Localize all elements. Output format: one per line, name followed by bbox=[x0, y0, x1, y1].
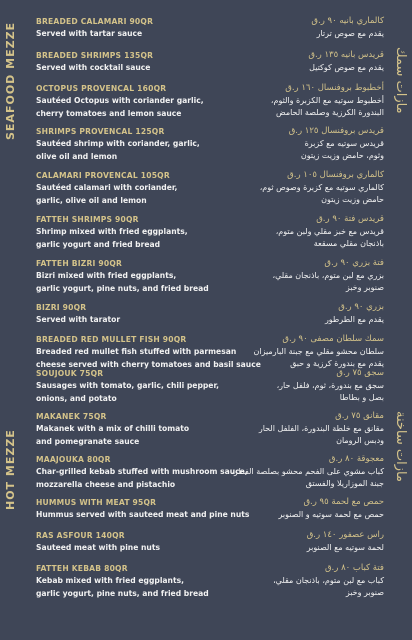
item-desc-en: Breaded red mullet fish stuffed with parmesan bbox=[36, 347, 237, 356]
item-desc-en: garlic, olive oil and lemon bbox=[36, 196, 147, 205]
item-desc-ar: وثوم، حامض وزيت زيتون bbox=[300, 151, 384, 160]
item-desc-ar: البندورة الكرزية وصلصة الحامض bbox=[276, 108, 384, 117]
item-name-en: FATTEH SHRIMPS 90QR bbox=[36, 215, 139, 224]
item-desc-ar: ودبس الرومان bbox=[336, 436, 384, 445]
item-desc-en: garlic yogurt and fried bread bbox=[36, 240, 161, 249]
item-desc-en: Shrimp mixed with fried eggplants, bbox=[36, 227, 188, 236]
section-title-en: SEAFOOD MEZZE bbox=[4, 21, 17, 140]
item-name-en: BREADED SHRIMPS 135QR bbox=[36, 51, 154, 60]
item-desc-en: Served with tarator bbox=[36, 315, 121, 324]
item-name-en: MAKANEK 75QR bbox=[36, 412, 107, 421]
item-name-en: FATTEH KEBAB 80QR bbox=[36, 564, 128, 573]
item-desc-en: Sausages with tomato, garlic, chili pepper, bbox=[36, 381, 219, 390]
item-name-ar: معجوقة ٨٠ ر.ق bbox=[328, 454, 384, 464]
item-name-en: SOUJOUK 75QR bbox=[36, 369, 104, 378]
item-desc-en: olive oil and lemon bbox=[36, 152, 118, 161]
item-desc-en: Sautéed calamari with coriander, bbox=[36, 183, 178, 192]
item-name-ar: كالماري بروفنسال ١٠٥ ر.ق bbox=[287, 170, 384, 180]
item-name-en: OCTOPUS PROVENCAL 160QR bbox=[36, 84, 167, 93]
item-name-en: BIZRI 90QR bbox=[36, 303, 87, 312]
item-desc-ar: بزري مع لبن متوم، باذنجان مقلي، bbox=[272, 271, 384, 280]
item-desc-en: Hummus served with sauteed meat and pine nuts bbox=[36, 510, 250, 519]
item-desc-ar: لحمة سوتيه مع الصنوبر bbox=[306, 543, 384, 552]
item-name-en: HUMMUS WITH MEAT 95QR bbox=[36, 498, 157, 507]
item-name-ar: قريدس فتة ٩٠ ر.ق bbox=[316, 214, 384, 224]
item-name-en: FATTEH BIZRI 90QR bbox=[36, 259, 123, 268]
item-desc-ar: بصل و بطاطا bbox=[339, 393, 384, 402]
item-desc-ar: باذنجان مقلي مسقعة bbox=[313, 239, 384, 248]
item-desc-ar: سلطان محشو مقلي مع جبنة البارميزان bbox=[253, 347, 384, 356]
item-desc-en: onions, and potato bbox=[36, 394, 117, 403]
item-desc-ar: قريدس سوتيه مع كزبرة bbox=[304, 139, 384, 148]
item-name-ar: سجق ٧٥ ر.ق bbox=[336, 368, 384, 378]
item-name-ar: أخطبوط بروفنسال ١٦٠ ر.ق bbox=[285, 83, 384, 93]
item-name-en: BREADED CALAMARI 90QR bbox=[36, 17, 154, 26]
item-desc-en: Bizri mixed with fried eggplants, bbox=[36, 271, 177, 280]
item-name-en: SHRIMPS PROVENCAL 125QR bbox=[36, 127, 165, 136]
item-desc-ar: يقدم مع الطرطور bbox=[324, 315, 384, 324]
item-name-en: MAAJOUKA 80QR bbox=[36, 455, 111, 464]
item-desc-ar: كباب مع لبن متوم، باذنجان مقلي، bbox=[273, 576, 384, 585]
item-name-ar: قريدس بروفنسال ١٢٥ ر.ق bbox=[288, 126, 384, 136]
item-desc-en: Kebab mixed with fried eggplants, bbox=[36, 576, 184, 585]
item-desc-en: cherry tomatoes and lemon sauce bbox=[36, 109, 182, 118]
item-desc-en: garlic yogurt, pine nuts, and fried bread bbox=[36, 589, 209, 598]
item-desc-ar: صنوبر وخبز bbox=[345, 588, 384, 597]
item-name-ar: سمك سلطان مصفى ٩٠ ر.ق bbox=[282, 334, 384, 344]
item-desc-en: Char-grilled kebab stuffed with mushroom sauce, bbox=[36, 467, 248, 476]
item-desc-en: cheese served with cherry tomatoes and basil sauce bbox=[36, 360, 261, 369]
item-name-ar: فتة كباب ٨٠ ر.ق bbox=[324, 563, 384, 573]
item-desc-en: and pomegranate sauce bbox=[36, 437, 140, 446]
section-title-ar: مازات سمك bbox=[393, 47, 408, 114]
item-desc-ar: كالماري سوتيه مع كزبرة وصوص ثوم، bbox=[259, 183, 384, 192]
section-title-ar: مازات ساخنة bbox=[393, 411, 408, 482]
item-desc-ar: مقانق مع خلطة البندورة، الفلفل الحار bbox=[258, 424, 384, 433]
item-desc-en: Served with cocktail sauce bbox=[36, 63, 151, 72]
item-name-ar: كالماري بانيه ٩٠ ر.ق bbox=[311, 16, 384, 26]
section-title-en: HOT MEZZE bbox=[4, 429, 17, 510]
item-desc-ar: جبنة الموزاريلا والفستق bbox=[305, 479, 384, 488]
item-name-en: BREADED RED MULLET FISH 90QR bbox=[36, 335, 187, 344]
item-desc-ar: حامض وزيت زيتون bbox=[321, 195, 384, 204]
item-name-en: RAS ASFOUR 140QR bbox=[36, 531, 125, 540]
item-desc-en: Makanek with a mix of chilli tomato bbox=[36, 424, 190, 433]
item-name-ar: فتة بزري ٩٠ ر.ق bbox=[324, 258, 384, 268]
item-name-ar: بزري ٩٠ ر.ق bbox=[338, 302, 384, 312]
item-desc-en: Sautéed Octopus with coriander garlic, bbox=[36, 96, 204, 105]
item-name-ar: قريدس بانيه ١٣٥ ر.ق bbox=[308, 50, 384, 60]
item-desc-en: mozzarella cheese and pistachio bbox=[36, 480, 176, 489]
item-desc-ar: يقدم مع صوص ترتار bbox=[316, 29, 384, 38]
item-desc-ar: يقدم مع بندورة كرزية و حبق bbox=[290, 359, 384, 368]
item-desc-ar: أخطبوط سوتيه مع الكزبرة والثوم، bbox=[270, 96, 384, 105]
item-name-en: CALAMARI PROVENCAL 105QR bbox=[36, 171, 170, 180]
item-desc-en: Sautéed shrimp with coriander, garlic, bbox=[36, 139, 200, 148]
item-name-ar: مقانق ٧٥ ر.ق bbox=[335, 411, 384, 421]
item-desc-en: garlic yogurt, pine nuts, and fried bread bbox=[36, 284, 209, 293]
item-desc-ar: صنوبر وخبز bbox=[345, 283, 384, 292]
item-desc-ar: يقدم مع صوص كوكتيل bbox=[309, 63, 384, 72]
item-desc-ar: كباب مشوي على الفحم محشو بصلصة الفطر، bbox=[231, 467, 384, 476]
item-desc-en: Served with tartar sauce bbox=[36, 29, 143, 38]
item-name-ar: راس عصفور ١٤٠ ر.ق bbox=[306, 530, 384, 540]
item-desc-ar: حمص مع لحمة سوتيه و الصنوبر bbox=[278, 510, 384, 519]
item-name-ar: حمص مع لحمة ٩٥ ر.ق bbox=[303, 497, 384, 507]
item-desc-ar: قريدس مع خبز مقلي ولبن متوم، bbox=[275, 227, 384, 236]
item-desc-en: Sauteed meat with pine nuts bbox=[36, 543, 160, 552]
item-desc-ar: سجق مع بندورة، ثوم، فلفل حار، bbox=[276, 381, 384, 390]
